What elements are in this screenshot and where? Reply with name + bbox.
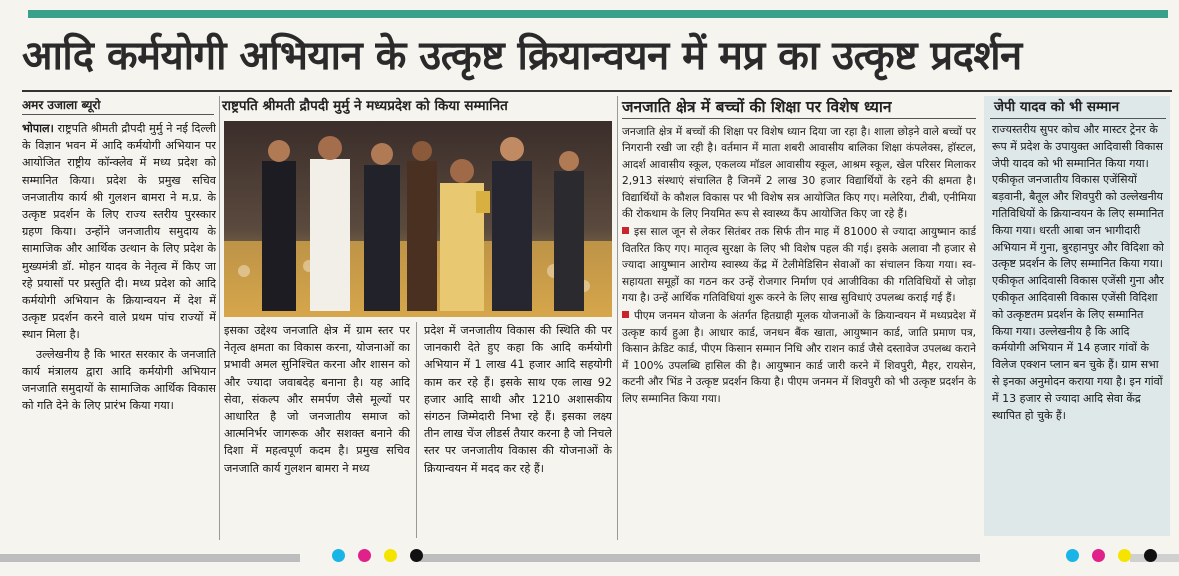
dateline: भोपाल। (22, 122, 54, 135)
col1-paragraph-2: उल्लेखनीय है कि भारत सरकार के जनजाति कार्य मंत्रालय द्वारा आदि कर्मयोगी अभियान जनजाति समुदायों के सामाजिक आर्थिक विकास को गति देने के लिए प्रारंभ किया गया। (22, 347, 216, 413)
yellow-registration-dot (384, 549, 397, 562)
col4-bullet-1 (622, 224, 976, 306)
headline: आदि कर्मयोगी अभियान के उत्कृष्ट क्रियान्वयन में मप्र का उत्कृष्ट प्रदर्शन (22, 32, 1022, 79)
column-divider (617, 96, 618, 540)
col4-bullet-2-text: पीएम जनमन योजना के अंतर्गत हितग्राही मूलक योजनाओं के क्रियान्वयन में मध्यप्रदेश में उत्कृष्ट कार्य हुआ है। आधार कार्ड, जनधन बैंक खाता, आयुष्मान कार्ड, जाति प्रमाण पत्र, किसान क्रेडिट कार्ड, पीएम किसान सम्मान निधि और राशन कार्ड जैसे दस्तावेज उपलब्ध कराने में 100% उपलब्धि हासिल की है। आयुष्मान कार्ड जारी करने में शिवपुरी, मैहर, रायसेन, कटनी और भिंड ने उत्कृष्ट प्रदर्शन किया है। पीएम जनमन में शिवपुरी को भी उत्कृष्ट प्रदर्शन के लिए सम्मानित किया गया। (622, 310, 976, 405)
magenta-registration-dot (1092, 549, 1105, 562)
article-column-2: इसका उद्देश्य जनजाति क्षेत्र में ग्राम स्तर पर नेतृत्व क्षमता का विकास करना, योजनाओं का प्रभावी अमल सुनिश्चित करना और शासन को और ज्यादा जवाबदेह बनाना है। यह आदि सेवा, संकल्प और समर्पण जैसे मूल्यों पर आधारित है जो जनजातीय समाज को आत्मनिर्भर जागरूक और सशक्त बनाने की दिशा में महत्वपूर्ण कदम है। प्रमुख सचिव जनजाति कार्य गुलशन बामरा ने मध्य (224, 324, 410, 475)
top-accent-bar (28, 10, 1168, 18)
article-column-4 (622, 124, 976, 538)
col1-paragraph-1 (22, 120, 216, 344)
article-column-1 (22, 120, 216, 540)
cyan-registration-dot (332, 549, 345, 562)
cyan-registration-dot (1066, 549, 1079, 562)
column-divider (416, 322, 417, 538)
print-registration-bar (0, 552, 1179, 564)
byline-rule (22, 114, 214, 115)
yellow-registration-dot (1118, 549, 1131, 562)
article-column-3: प्रदेश में जनजातीय विकास की स्थिति की पर जानकारी देते हुए कहा कि आदि कर्मयोगी अभियान में 1 लाख 41 हजार आदि सहयोगी काम कर रहे हैं। इसके साथ एक लाख 92 हजार आदि साथी और 1210 अशासकीय संगठन जिम्मेदारी निभा रहे हैं। इसका लक्ष्य तीन लाख चेंज लीडर्स तैयार करना है जो निचले स्तर पर जनजातीय विकास की योजनाओं के क्रियान्वयन में मदद कर रहे हैं। (424, 324, 612, 475)
black-registration-dot (1144, 549, 1157, 562)
bullet-icon (622, 227, 629, 234)
headline-rule (22, 90, 1172, 92)
photo-caption: राष्ट्रपति श्रीमती द्रौपदी मुर्मु ने मध्यप्रदेश को किया सम्मानित (222, 98, 508, 114)
sidebar-text: राज्यस्तरीय सुपर कोच और मास्टर ट्रेनर के रूप में प्रदेश के उपायुक्त आदिवासी विकास जेपी यादव को भी सम्मानित किया गया। एकीकृत जनजातीय विकास एजेंसियों बड़वानी, बैतूल और शिवपुरी को उल्लेखनीय गतिविधियों के क्रियान्वयन के लिए सम्मानित किया गया। धरती आबा जन भागीदारी अभियान में गुना, बुरहानपुर और विदिशा को उत्कृष्ट प्रदर्शन के लिए सम्मानित किया गया। एकीकृत आदिवासी विकास एजेंसी गुना और एकीकृत आदिवासी विकास एजेंसी विदिशा को उत्कृष्टतम प्रदर्शन के लिए सम्मानित किया गया। उल्लेखनीय है कि आदि कर्मयोगी अभियान में 14 हजार गांवों के विलेज एक्शन प्लान बन चुके हैं। ग्राम सभा से इनका अनुमोदन कराया गया है। इन गांवों में 13 हजार से ज्यादा आदि सेवा केंद्र स्थापित हो चुके हैं। (992, 123, 1164, 422)
black-registration-dot (410, 549, 423, 562)
byline: अमर उजाला ब्यूरो (22, 98, 101, 112)
award-ceremony-photo (224, 121, 612, 317)
col4-bullet-1-text: इस साल जून से लेकर सितंबर तक सिर्फ तीन माह में 81000 से ज्यादा आयुष्मान कार्ड वितरित किए गए। मातृत्व सुरक्षा के लिए भी विशेष पहल की गई। इसके अलावा नौ हजार से ज्यादा आयुष्मान आरोग्य स्वास्थ्य केंद्र में टेलीमेडिसिन सेवाओं का संचालन किया गया। स्व-सहायता समूहों का गठन कर उन्हें रोजगार निर्माण एवं आजीविका की गतिविधियों से जोड़ा गया है। उन्हें आर्थिक गतिविधियां शुरू करने के लिए साख सुविधाएं उपलब्ध कराई गई हैं। (622, 226, 976, 305)
sidebar-title: जेपी यादव को भी सम्मान (994, 99, 1120, 115)
sidebar-rule (990, 118, 1166, 119)
subheading-rule (622, 118, 976, 119)
magenta-registration-dot (358, 549, 371, 562)
subheading-education: जनजाति क्षेत्र में बच्चों की शिक्षा पर विशेष ध्यान (622, 98, 892, 116)
bullet-icon (622, 311, 629, 318)
photo-illustration (224, 121, 612, 317)
col4-paragraph-1: जनजाति क्षेत्र में बच्चों की शिक्षा पर विशेष ध्यान दिया जा रहा है। शाला छोड़ने वाले बच्चों पर निगरानी रखी जा रही है। वर्तमान में माता शबरी आवासीय बालिका शिक्षा कंपलेक्स, हॉस्टल, आदर्श आवासीय स्कूल, एकलव्य मॉडल आवासीय स्कूल, आश्रम स्कूल, खेल परिसर मिलाकर 2,913 संस्थाएं संचालित है जिनमें 2 लाख 30 हजार विद्यार्थियों के रहने की क्षमता है। विद्यार्थियों के कौशल विकास पर भी विशेष सत्र आयोजित किए गए। मलेरिया, टीबी, एनीमिया की रोकथाम के लिए नियमित रूप से स्वास्थ्य कैंप आयोजित किए जा रहे हैं। (622, 126, 976, 221)
col1-paragraph-1-text: राष्ट्रपति श्रीमती द्रौपदी मुर्मु ने नई दिल्ली के विज्ञान भवन में आदि कर्मयोगी अभियान पर आयोजित राष्ट्रीय कॉन्क्लेव में मध्य प्रदेश को सम्मानित किया। प्रदेश के प्रमुख सचिव जनजातीय कार्य श्री गुलशन बामरा ने म.प्र. के उत्कृष्ट प्रदर्शन के लिए राज्य स्तरीय पुरस्कार ग्रहण किया। उन्होंने जनजातीय समुदाय के सामाजिक और आर्थिक उत्थान के लिए प्रदेश के मुख्यमंत्री डॉ. मोहन यादव के नेतृत्व में किए जा रहे प्रयासों पर प्रस्तुति दी। मध्य प्रदेश को आदि कर्मयोगी अभियान के क्रियान्वयन में देश में उत्कृष्ट प्रदर्शन करने वाले प्रथम पांच राज्यों में स्थान मिला है। (22, 122, 216, 342)
column-divider (219, 96, 220, 540)
col4-bullet-2 (622, 308, 976, 406)
